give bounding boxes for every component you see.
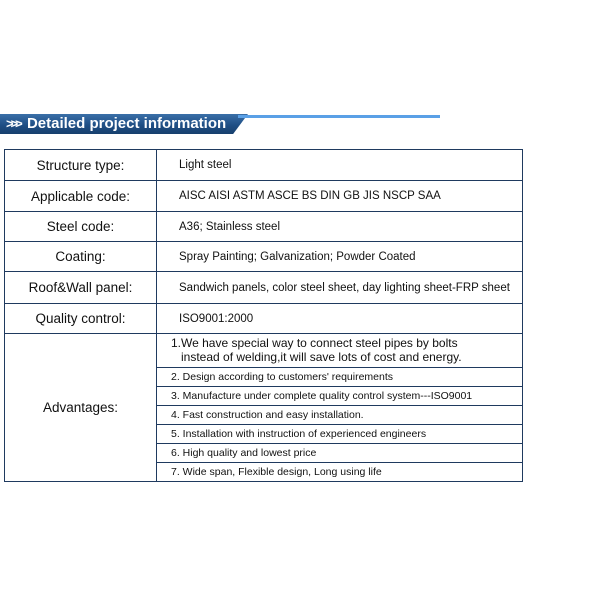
- table-row: [5, 181, 523, 212]
- advantage-line: 1.We have special way to connect steel pipes by bolts: [171, 336, 458, 350]
- advantage-line: instead of welding,it will save lots of cost and energy.: [181, 350, 462, 364]
- row-value: Sandwich panels, color steel sheet, day lighting sheet-FRP sheet: [157, 272, 523, 304]
- list-item: 4. Fast construction and easy installation.: [157, 406, 522, 425]
- list-item: 5. Installation with instruction of experienced engineers: [157, 425, 522, 444]
- table-row: [5, 242, 523, 272]
- table-row: [5, 212, 523, 242]
- row-label: Structure type:: [5, 150, 157, 181]
- row-label: Coating:: [5, 242, 157, 272]
- table-row: [5, 150, 523, 181]
- table-row: [5, 304, 523, 334]
- row-value: Spray Painting; Galvanization; Powder Coated: [157, 242, 523, 272]
- row-label: Quality control:: [5, 304, 157, 334]
- advantages-list-cell: [157, 334, 523, 482]
- row-label: Applicable code:: [5, 181, 157, 212]
- row-label: Roof&Wall panel:: [5, 272, 157, 304]
- advantages-row: [5, 334, 523, 482]
- section-title-text: Detailed project information: [26, 115, 227, 132]
- list-item: 6. High quality and lowest price: [157, 444, 522, 463]
- advantages-label: Advantages:: [5, 334, 157, 482]
- list-item: 7. Wide span, Flexible design, Long using life: [171, 466, 382, 478]
- list-item: 2. Design according to customers' requirements: [157, 368, 522, 387]
- row-value: AISC AISI ASTM ASCE BS DIN GB JIS NSCP SAA: [157, 181, 523, 212]
- row-value: ISO9001:2000: [157, 304, 523, 334]
- row-label: Steel code:: [5, 212, 157, 242]
- row-value: A36; Stainless steel: [157, 212, 523, 242]
- project-info-table: [4, 149, 523, 482]
- section-banner: [0, 114, 440, 134]
- banner-accent-line: [238, 115, 440, 118]
- advantages-list: [157, 334, 522, 481]
- chevron-right-icon: >>>: [6, 116, 20, 131]
- list-item: [157, 334, 522, 368]
- table-row: [5, 272, 523, 304]
- list-item: 3. Manufacture under complete quality control system---ISO9001: [157, 387, 522, 406]
- section-title: [6, 114, 226, 134]
- row-value: Light steel: [157, 150, 523, 181]
